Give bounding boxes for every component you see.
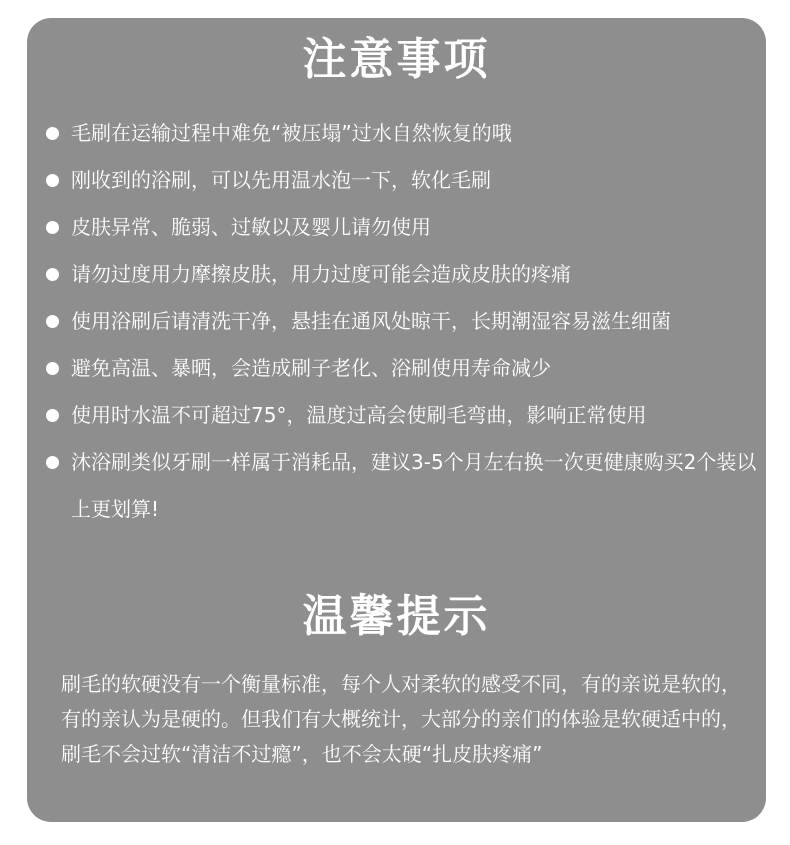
list-item [43,439,763,533]
list-item-text: 使用浴刷后请清洗干净，悬挂在通风处晾干，长期潮湿容易滋生细菌 [71,309,671,333]
list-item-text: 使用时水温不可超过75°，温度过高会使刷毛弯曲，影响正常使用 [71,403,647,427]
notice-title: 注意事项 [302,34,491,85]
bullet-icon [46,456,59,469]
tips-title: 温馨提示 [302,591,491,642]
bullet-icon [46,221,59,234]
tips-body: 刷毛的软硬没有一个衡量标准，每个人对柔软的感受不同，有的亲说是软的，有的亲认为是硬的。但我们有大概统计，大部分的亲们的体验是软硬适中的，刷毛不会过软“清洁不过瘾”，也不会太硬“扎皮肤疼痛” [61,672,741,766]
list-item-text: 刚收到的浴刷，可以先用温水泡一下，软化毛刷 [71,168,491,192]
list-item-text: 沐浴刷类似牙刷一样属于消耗品，建议3-5个月左右换一次更健康购买2个装以上更划算! [71,450,757,521]
list-item-text: 毛刷在运输过程中难免“被压塌”过水自然恢复的哦 [71,121,512,145]
bullet-icon [46,362,59,375]
notice-list [43,110,763,533]
list-item [43,392,763,439]
list-item-text: 请勿过度用力摩擦皮肤，用力过度可能会造成皮肤的疼痛 [71,262,571,286]
bullet-icon [46,409,59,422]
list-item [43,157,763,204]
list-item [43,345,763,392]
list-item-text: 皮肤异常、脆弱、过敏以及婴儿请勿使用 [71,215,431,239]
info-card [27,18,766,822]
bullet-icon [46,315,59,328]
bullet-icon [46,268,59,281]
list-item [43,110,763,157]
list-item-text: 避免高温、暴晒，会造成刷子老化、浴刷使用寿命减少 [71,356,551,380]
list-item [43,251,763,298]
list-item [43,204,763,251]
bullet-icon [46,174,59,187]
bullet-icon [46,127,59,140]
list-item [43,298,763,345]
